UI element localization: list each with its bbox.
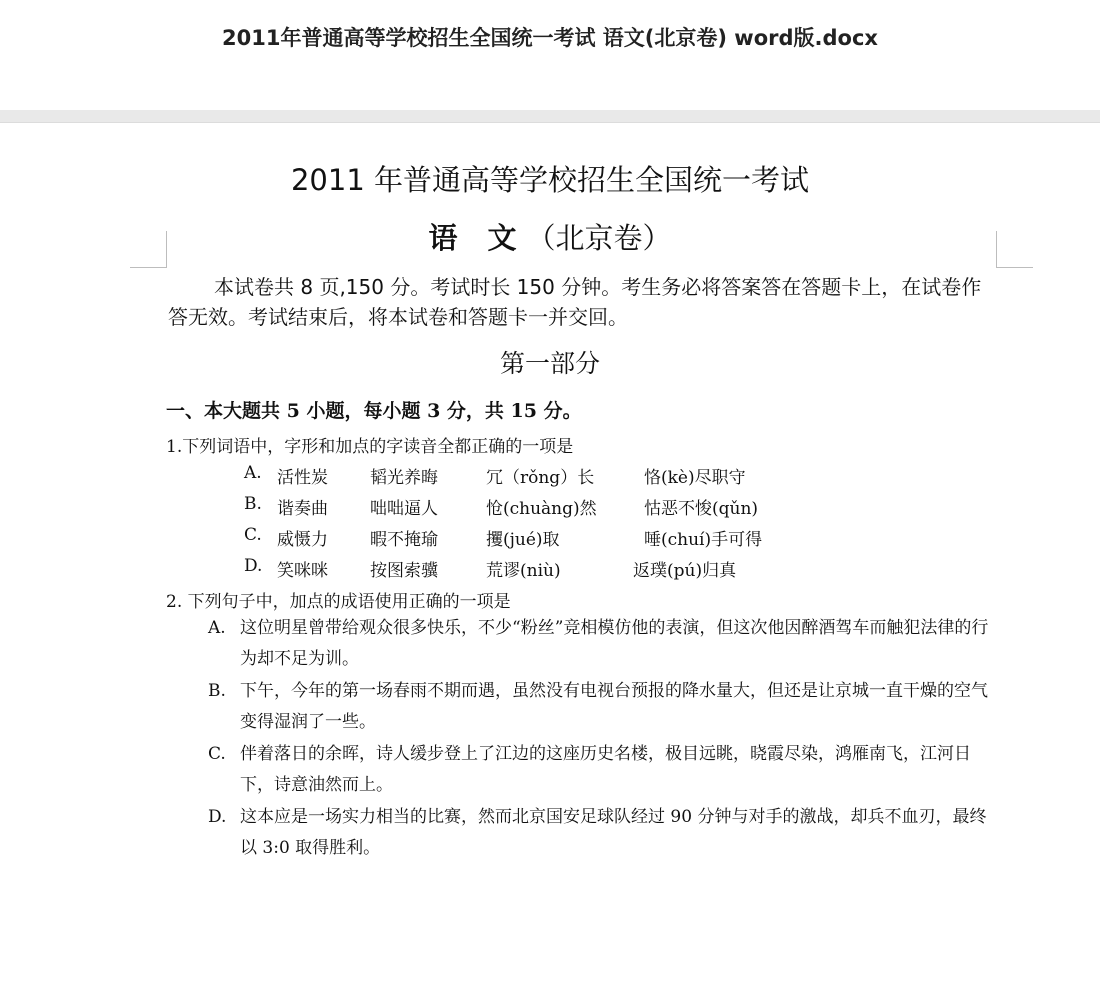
title-bar [0, 0, 1100, 110]
question-1-stem: 1.下列词语中，字形和加点的字读音全都正确的一项是 [166, 437, 574, 457]
q2-option-b: B. 下午，今年的第一场春雨不期而遇，虽然没有电视台预报的降水量大，但还是让京城一直干燥的空气变得湿润了一些。 [208, 681, 988, 732]
document-title: 2011 年普通高等学校招生全国统一考试 [290, 163, 810, 197]
question-2-stem: 2. 下列句子中，加点的成语使用正确的一项是 [166, 592, 511, 612]
document-subject [0, 216, 1100, 257]
intro-paragraph: 本试卷共 8 页,150 分。考试时长 150 分钟。考生务必将答案答在答题卡上，在试卷作答无效。考试结束后，将本试卷和答题卡一并交回。 [168, 275, 982, 329]
toolbar-separator [0, 110, 1100, 123]
q2-option-c: C. 伴着落日的余晖，诗人缓步登上了江边的这座历史名楼，极目远眺，晓霞尽染，鸿雁南飞，江河日下，诗意油然而上。 [208, 744, 971, 795]
part-heading: 第一部分 [499, 349, 600, 378]
section-heading: 一、本大题共 5 小题，每小题 3 分，共 15 分。 [166, 400, 582, 422]
q2-option-a: A. 这位明星曾带给观众很多快乐，不少“粉丝”竞相模仿他的表演，但这次他因醉酒驾车而触犯法律的行为却不足为训。 [208, 618, 989, 669]
q2-option-d: D. 这本应是一场实力相当的比赛，然而北京国安足球队经过 90 分钟与对手的激战，却兵不血刃，最终以 3:0 取得胜利。 [208, 807, 987, 858]
subject-rest: （北京卷） [526, 221, 672, 255]
subject-bold: 语 文 [428, 221, 527, 255]
window-title: 2011年普通高等学校招生全国统一考试 语文(北京卷) word版.docx [222, 26, 878, 50]
